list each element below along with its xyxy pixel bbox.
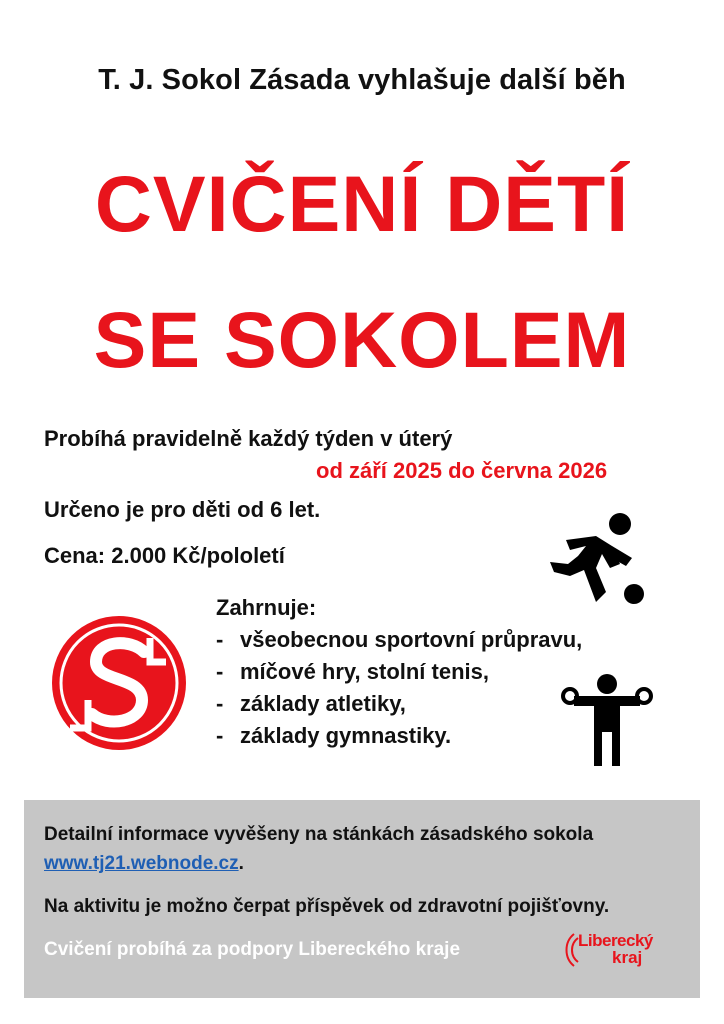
kraj-logo-line-2: kraj: [612, 948, 643, 967]
includes-title: Zahrnuje:: [216, 595, 317, 620]
schedule-text: Probíhá pravidelně každý týden v úterý: [44, 426, 453, 451]
liberecky-kraj-logo: [560, 930, 653, 970]
url-line: www.tj21.webnode.cz.: [44, 853, 244, 874]
schedule-period: od září 2025 do června 2026: [316, 458, 608, 483]
support-text: Cvičení probíhá za podpory Libereckého kraje: [44, 939, 461, 960]
info-box: [24, 800, 700, 998]
list-item: - základy atletiky,: [216, 691, 406, 716]
insurance-text: Na aktivitu je možno čerpat příspěvek od zdravotní pojišťovny.: [44, 896, 610, 917]
list-item: - všeobecnou sportovní průpravu,: [216, 627, 583, 652]
headline-line-2: SE SOKOLEM: [93, 295, 631, 384]
list-item: - základy gymnastiky.: [216, 723, 452, 748]
includes-list: [216, 592, 582, 752]
age-text: Určeno je pro děti od 6 let.: [44, 497, 321, 522]
price-text: Cena: 2.000 Kč/pololetí: [44, 543, 285, 568]
gymnast-rings-icon: [560, 666, 654, 770]
headline-line-1: CVIČENÍ DĚTÍ: [94, 159, 630, 248]
kraj-logo-line-1: Liberecký: [578, 931, 653, 950]
intro-line: T. J. Sokol Zásada vyhlašuje další běh: [98, 64, 626, 96]
list-item: - míčové hry, stolní tenis,: [216, 659, 489, 684]
details-text: Detailní informace vyvěšeny na stánkách zásadského sokola: [44, 824, 594, 845]
sokol-logo: [50, 614, 188, 752]
website-link[interactable]: www.tj21.webnode.cz: [44, 853, 239, 874]
kraj-logo-arcs-icon: [560, 930, 580, 970]
